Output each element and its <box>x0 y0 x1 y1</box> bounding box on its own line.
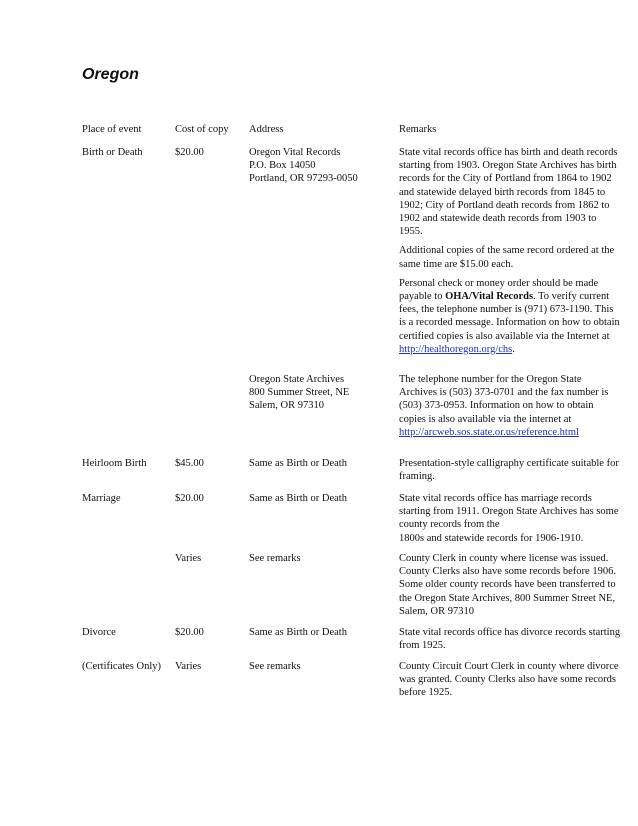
remarks-paragraph: Additional copies of the same record ordered at the same time are $15.00 each. <box>399 245 615 270</box>
cost-cell: $20.00 <box>175 147 204 158</box>
event-cell: Heirloom Birth <box>82 458 147 469</box>
address-cell: Oregon State Archives 800 Summer Street, NE Salem, OR 97310 <box>249 374 350 412</box>
address-cell: Same as Birth or Death <box>249 627 347 638</box>
header-cost-of-copy: Cost of copy <box>175 124 229 135</box>
header-address: Address <box>249 124 284 135</box>
remarks-cell: State vital records office has marriage records starting from 1911. Oregon State Archives has some county records from the 1800s and statewide records for 1906-1910. <box>399 493 619 544</box>
address-cell: Same as Birth or Death <box>249 493 347 504</box>
cost-cell: Varies <box>175 661 202 672</box>
cost-cell: $20.00 <box>175 493 204 504</box>
cost-cell: $45.00 <box>175 458 204 469</box>
remarks-cell: State vital records office has divorce records starting from 1925. <box>399 627 621 652</box>
cost-cell: Varies <box>175 553 202 564</box>
remarks-cell: Presentation-style calligraphy certificate suitable for framing. <box>399 458 619 483</box>
cost-cell: $20.00 <box>175 627 204 638</box>
event-cell: Birth or Death <box>82 147 143 158</box>
archives-reference-link[interactable]: http://arcweb.sos.state.or.us/reference.html <box>399 426 579 438</box>
health-oregon-link[interactable]: http://healthoregon.org/chs <box>399 343 513 355</box>
event-cell: Divorce <box>82 627 116 638</box>
header-place-of-event: Place of event <box>82 124 142 135</box>
page-title: Oregon <box>82 66 139 83</box>
remarks-paragraph: Personal check or money order should be made payable to OHA/Vital Records. To verify current fees, the telephone number is (971) 673-1190. This is a recorded message. Information on how to obtain certified copies is also available via the Internet at http://healthoregon.org/chs. <box>399 277 620 355</box>
event-cell: Marriage <box>82 493 121 504</box>
remarks-cell <box>399 146 621 356</box>
remarks-paragraph: State vital records office has birth and death records starting from 1903. Oregon State Archives has birth records for the City of Portland from 1864 to 1902 and statewide delayed birth records from 1845 to 1902; City of Portland death records from 1862 to 1902 and statewide death records from 1903 to 1955. <box>399 147 618 238</box>
address-cell: See remarks <box>249 661 301 672</box>
remarks-cell: County Clerk in county where license was issued. County Clerks also have some records before 1906. Some older county records have been transferred to the Oregon State Archives, 800 Summer Street NE, Salem, OR 97310 <box>399 553 616 617</box>
remarks-cell: The telephone number for the Oregon State Archives is (503) 373-0701 and the fax number is (503) 373-0953. Information on how to obtain copies is also available via the internet at http://arcweb.sos.state.or.us/reference.html <box>399 374 609 438</box>
event-cell: (Certificates Only) <box>82 661 162 672</box>
address-cell: See remarks <box>249 553 301 564</box>
remarks-cell: County Circuit Court Clerk in county where divorce was granted. County Clerks also have some records before 1925. <box>399 661 619 699</box>
payee-name: OHA/Vital Records <box>445 291 534 303</box>
address-cell: Oregon Vital Records P.O. Box 14050 Portland, OR 97293-0050 <box>249 147 358 185</box>
header-remarks: Remarks <box>399 124 437 135</box>
address-cell: Same as Birth or Death <box>249 458 347 469</box>
